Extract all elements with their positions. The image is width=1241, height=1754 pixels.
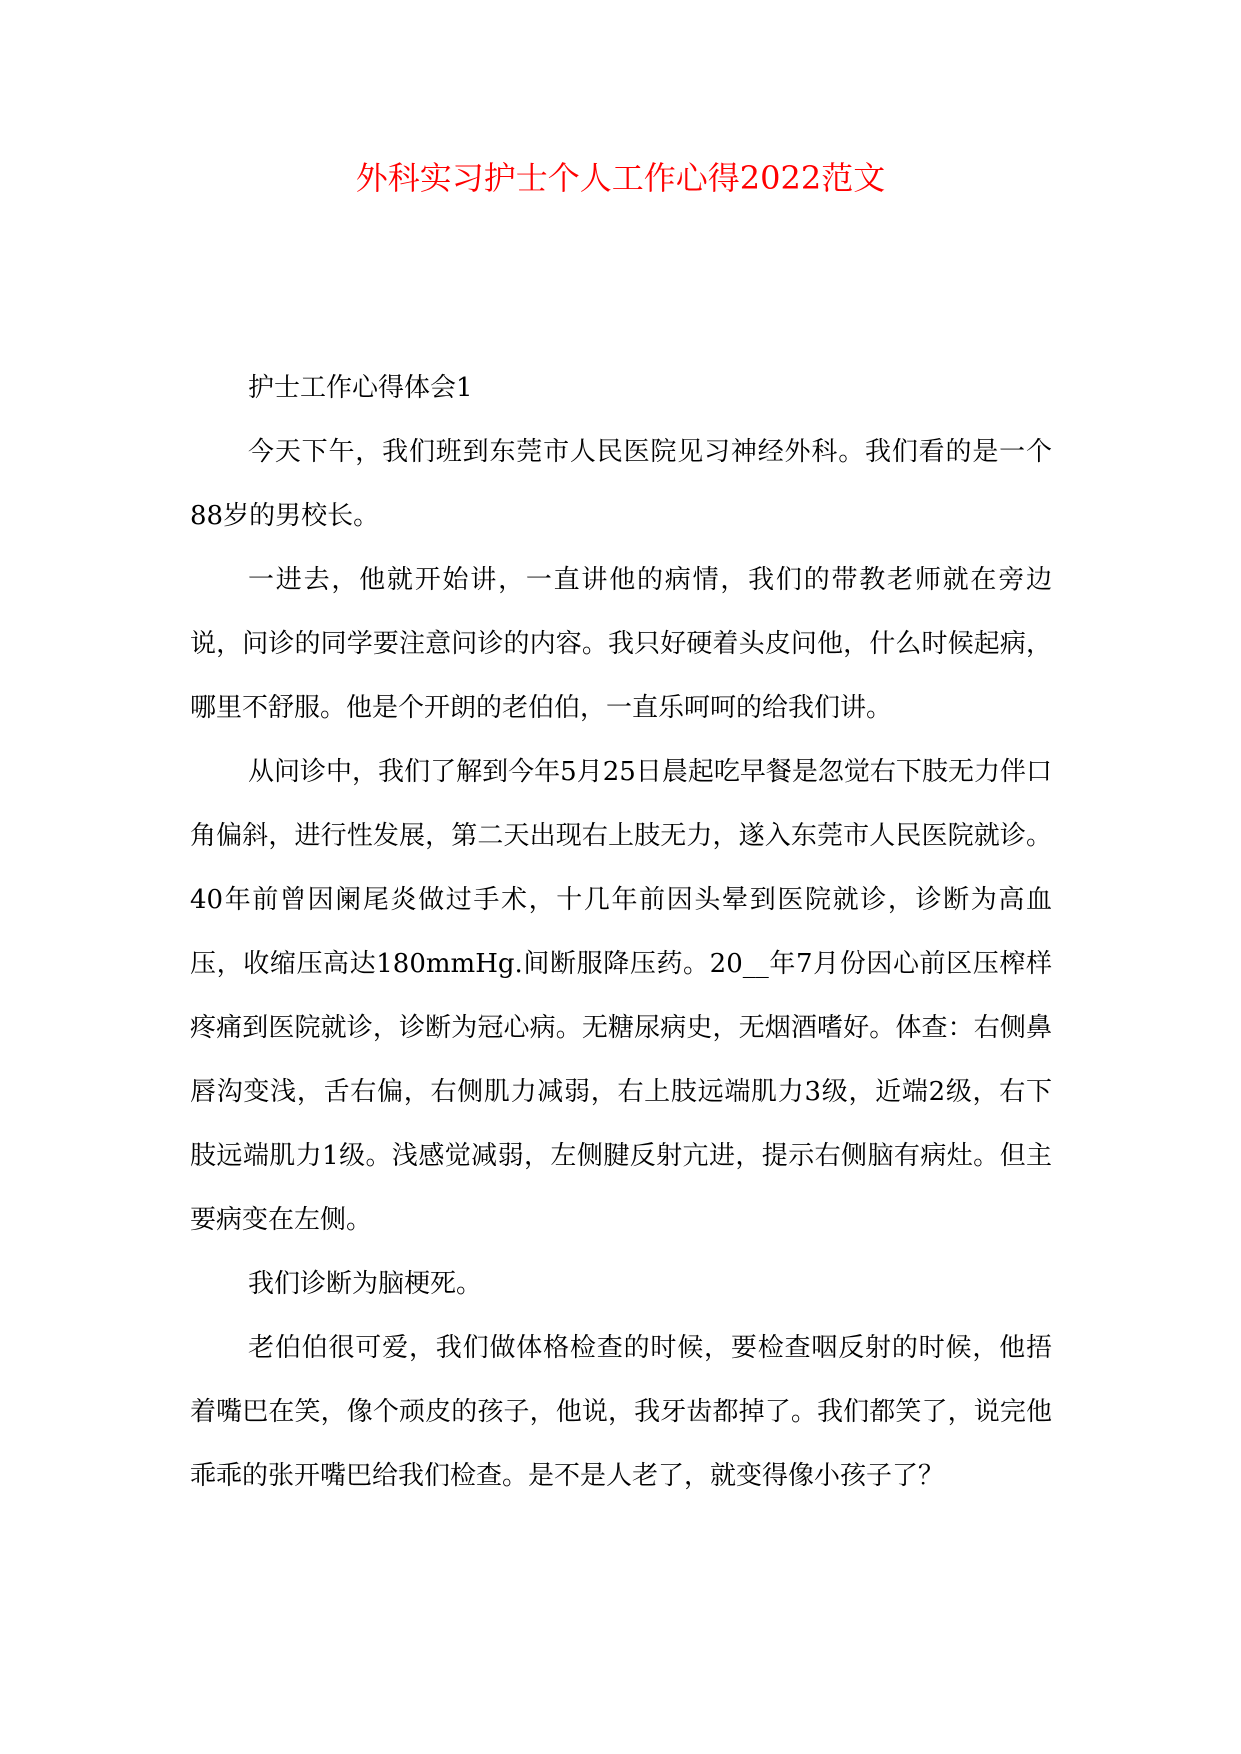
section-heading: 护士工作心得体会1 [248, 373, 473, 403]
document-title: 外科实习护士个人工作心得2022范文 [355, 159, 886, 197]
paragraph-3: 从问诊中，我们了解到今年5月25日晨起吃早餐是忽觉右下肢无力伴口角偏斜，进行性发展，第二天出现右上肢无力，遂入东莞市人民医院就诊。40年前曾因阑尾炎做过手术，十几年前因头晕到医院就诊，诊断为高血压，收缩压高达180mmHg.间断服降压药。20__年7月份因心前区压榨样疼痛到医院就诊，诊断为冠心病。无糖尿病史，无烟酒嗜好。体查：右侧鼻唇沟变浅，舌右偏，右侧肌力减弱，右上肢远端肌力3级，近端2级，右下肢远端肌力1级。浅感觉减弱，左侧腱反射亢进，提示右侧脑有病灶。但主要病变在左侧。 [190, 757, 1052, 1235]
paragraph-5: 老伯伯很可爱，我们做体格检查的时候，要检查咽反射的时候，他捂着嘴巴在笑，像个顽皮的孩子，他说，我牙齿都掉了。我们都笑了，说完他乖乖的张开嘴巴给我们检查。是不是人老了，就变得像小孩子了？ [190, 1333, 1052, 1491]
paragraph-1: 今天下午，我们班到东莞市人民医院见习神经外科。我们看的是一个88岁的男校长。 [190, 437, 1052, 531]
paragraph-2: 一进去，他就开始讲，一直讲他的病情，我们的带教老师就在旁边说，问诊的同学要注意问诊的内容。我只好硬着头皮问他，什么时候起病，哪里不舒服。他是个开朗的老伯伯，一直乐呵呵的给我们讲。 [190, 565, 1052, 723]
paragraph-4: 我们诊断为脑梗死。 [248, 1269, 483, 1299]
document-body [190, 356, 1052, 1508]
